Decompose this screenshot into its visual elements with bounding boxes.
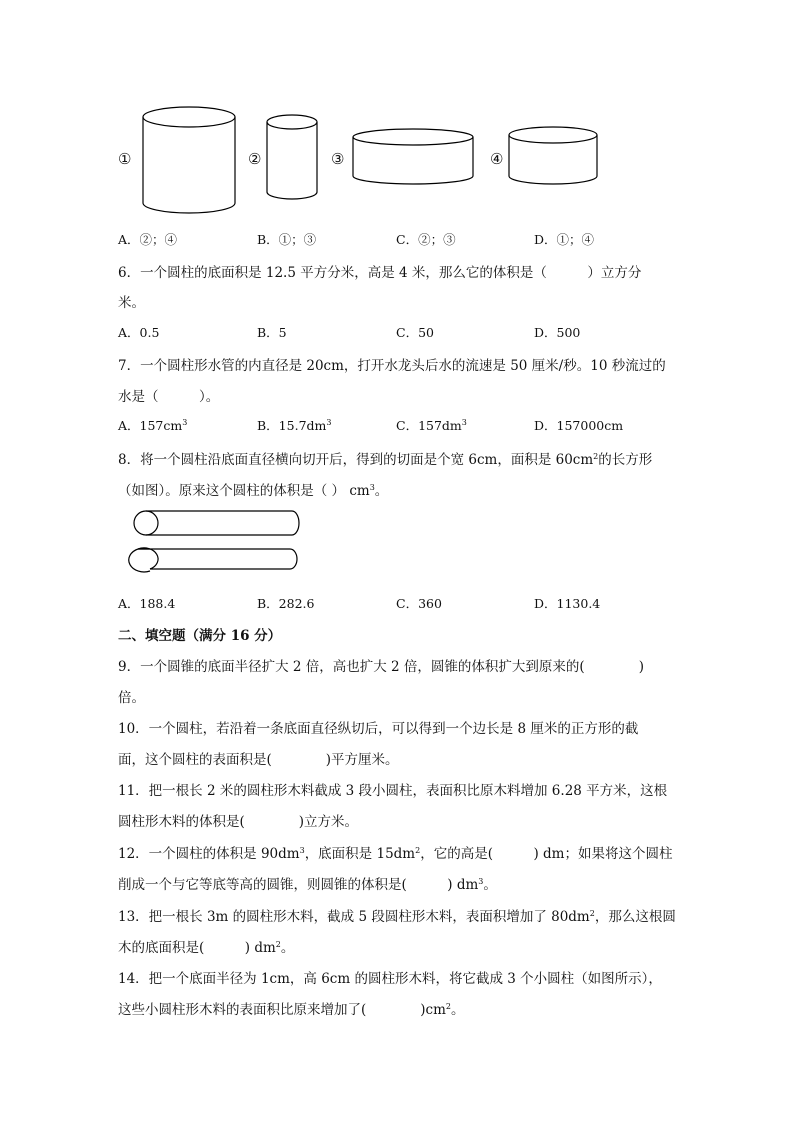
q5-option-a[interactable]: A．②；④ (118, 232, 178, 247)
q9-line-1: 9．一个圆锥的底面半径扩大 2 倍，高也扩大 2 倍，圆锥的体积扩大到原来的( ) (118, 659, 644, 675)
q5-cylinder-1 (142, 105, 238, 217)
q7-option-d[interactable]: D．157000cm (534, 418, 624, 433)
q7-line-2: 水是（ ）。 (118, 389, 220, 405)
q11-line-1: 11．把一根长 2 米的圆柱形木料截成 3 段小圆柱，表面积比原木料增加 6.28 平方米，这根 (118, 783, 668, 799)
q5-marker-4: ④ (490, 150, 504, 168)
q14-line-1: 14．把一个底面半径为 1cm，高 6cm 的圆柱形木料，将它截成 3 个小圆柱（如图所示）， (118, 971, 662, 987)
q5-cylinder-2 (266, 114, 322, 202)
q12-line-2: 削成一个与它等底等高的圆锥，则圆锥的体积是( ) $dm^3$。 (118, 877, 497, 893)
q5-marker-3: ③ (331, 150, 345, 168)
q5-option-d[interactable]: D．①；④ (534, 232, 595, 247)
q5-marker-2: ② (248, 150, 262, 168)
q11-line-2: 圆柱形木料的体积是( )立方米。 (118, 814, 359, 830)
q8-line-2: （如图）。原来这个圆柱的体积是（ ） $cm^3$。 (118, 483, 389, 499)
q8-option-d[interactable]: D．1130.4 (534, 596, 601, 611)
q13-line-1: 13．把一根长 3m 的圆柱形木料，截成 5 段圆柱形木料，表面积增加了 $80dm^2$，那么这根圆 (118, 909, 676, 925)
q10-line-1: 10．一个圆柱，若沿着一条底面直径纵切后，可以得到一个边长是 8 厘米的正方形的截 (118, 721, 639, 737)
q6-option-c[interactable]: C．50 (396, 325, 434, 340)
q8-line-1: 8．将一个圆柱沿底面直径横向切开后，得到的切面是个宽 6cm，面积是 $60cm^2$的长方形 (118, 452, 653, 468)
q8-half-cylinder-figure (132, 505, 307, 583)
q9-line-2: 倍。 (118, 690, 145, 706)
q5-marker-1: ① (118, 150, 132, 168)
q12-line-1: 12．一个圆柱的体积是 $90dm^3$，底面积是 $15dm^2$，它的高是( ) dm；如果将这个圆柱 (118, 846, 673, 862)
q13-line-2: 木的底面积是( ) $dm^2$。 (118, 940, 295, 956)
q14-line-2: 这些小圆柱形木料的表面积比原来增加了( )$cm^2$。 (118, 1002, 465, 1018)
q5-cylinder-4 (508, 126, 600, 188)
q6-option-b[interactable]: B．5 (257, 325, 287, 340)
q6-line-1: 6．一个圆柱的底面积是 12.5 平方分米，高是 4 米，那么它的体积是（ ）立方分 (118, 265, 642, 281)
q8-option-c[interactable]: C．360 (396, 596, 442, 611)
q6-line-2: 米。 (118, 295, 145, 311)
q6-option-a[interactable]: A．0.5 (118, 325, 160, 340)
q5-option-b[interactable]: B．①；③ (257, 232, 317, 247)
q5-option-c[interactable]: C．②；③ (396, 232, 456, 247)
q8-option-b[interactable]: B．282.6 (257, 596, 315, 611)
q7-option-b[interactable]: B．$15.7dm^3$ (257, 418, 332, 433)
q6-option-d[interactable]: D．500 (534, 325, 581, 340)
q7-line-1: 7．一个圆柱形水管的内直径是 20cm，打开水龙头后水的流速是 50 厘米/秒。10 秒流过的 (118, 358, 666, 374)
q5-cylinder-3 (352, 128, 476, 188)
q10-line-2: 面，这个圆柱的表面积是( )平方厘米。 (118, 752, 399, 768)
q7-option-a[interactable]: A．$157cm^3$ (118, 418, 188, 433)
section-2-title: 二、填空题（满分 16 分） (118, 628, 282, 644)
q7-option-c[interactable]: C．$157dm^3$ (396, 418, 467, 433)
q8-option-a[interactable]: A．188.4 (118, 596, 176, 611)
